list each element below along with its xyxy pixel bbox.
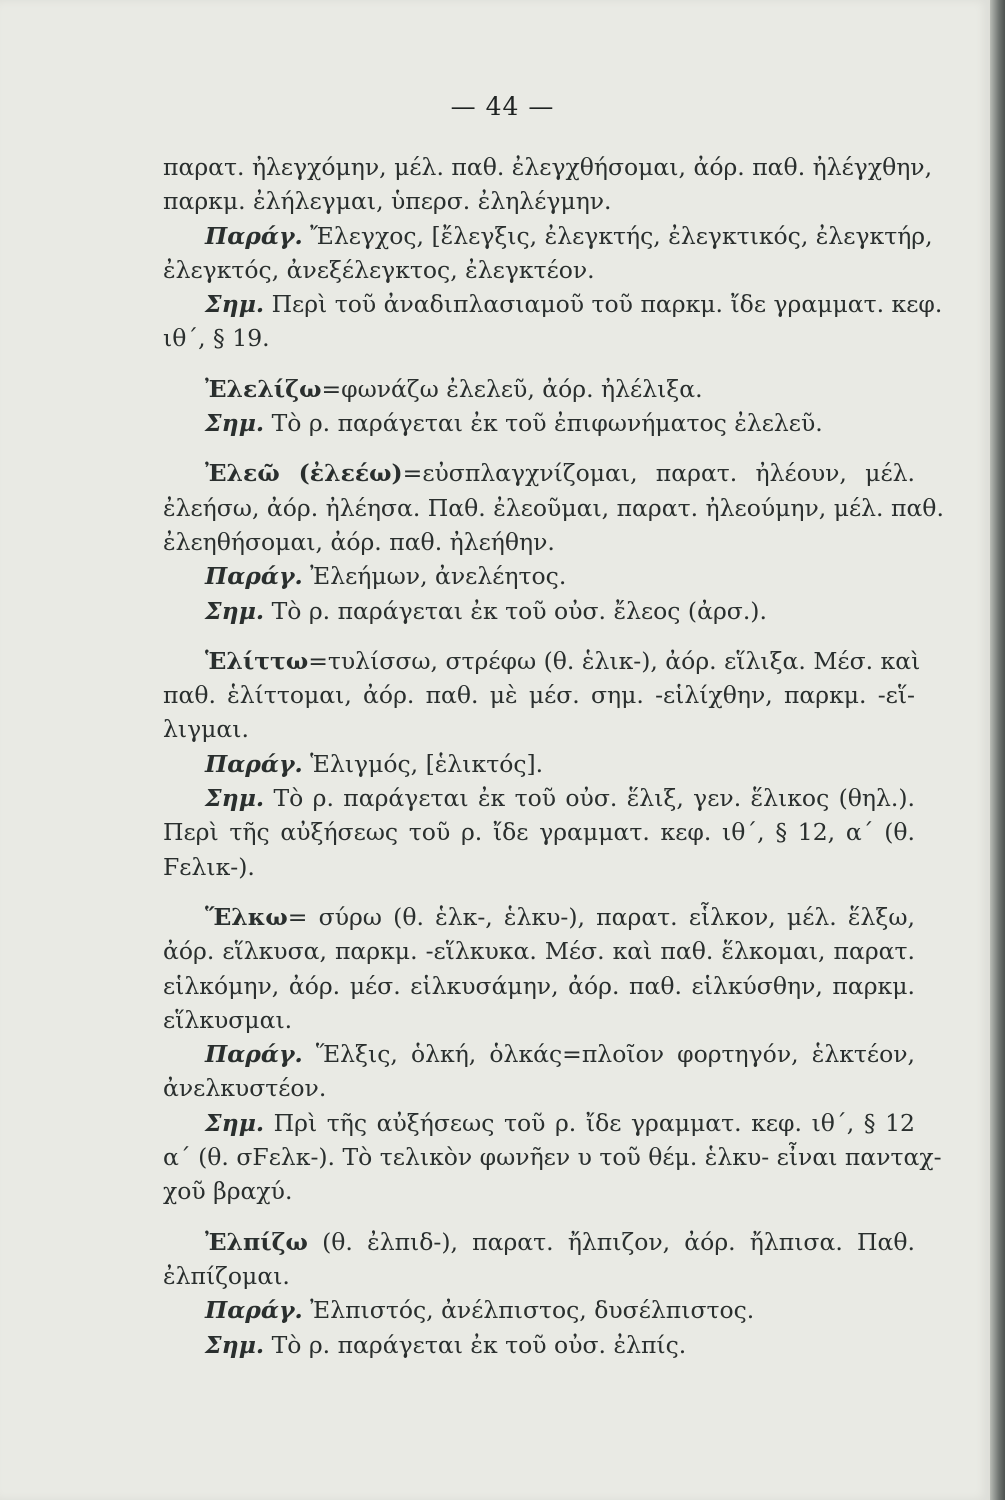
line-text: Ἑλιγμός, [ἑλικτός]. bbox=[302, 749, 544, 778]
text-line bbox=[163, 969, 915, 1003]
line-text: Ἕλξις, ὁλκή, ὁλκάς=πλοῖον φορτηγόν, ἑλκτέον, bbox=[302, 1040, 915, 1069]
text-line bbox=[163, 150, 933, 184]
text-line bbox=[163, 1140, 942, 1174]
line-text: χοῦ βραχύ. bbox=[163, 1177, 293, 1206]
line-text: =εὐσπλαγχνίζομαι, παρατ. ἠλέουν, μέλ. bbox=[402, 459, 915, 488]
line-text: εἱλκόμην, ἀόρ. μέσ. εἱλκυσάμην, ἀόρ. παθ. εἱλκύσθην, παρκμ. bbox=[163, 971, 915, 1000]
text-line bbox=[163, 1225, 915, 1259]
headword: Ἕλκω bbox=[205, 902, 288, 931]
dictionary-text bbox=[163, 150, 944, 1362]
line-text: Τὸ ρ. παράγεται ἐκ τοῦ οὐσ. ἐλπίς. bbox=[264, 1330, 687, 1359]
section-label: Σημ. bbox=[205, 784, 265, 813]
section-label: Παράγ. bbox=[205, 562, 303, 591]
line-text: ἐλπίζομαι. bbox=[163, 1261, 290, 1290]
line-text: =φωνάζω ἐλελεῦ, ἀόρ. ἠλέλιξα. bbox=[321, 374, 703, 403]
headword: Ἐλελίζω bbox=[205, 374, 322, 403]
line-text: ἐλεηθήσομαι, ἀόρ. παθ. ἠλεήθην. bbox=[163, 527, 555, 556]
line-text: Ϝελικ-). bbox=[163, 852, 255, 881]
text-line bbox=[163, 1106, 915, 1140]
text-line bbox=[163, 644, 921, 678]
text-line bbox=[163, 1328, 915, 1362]
text-line bbox=[163, 491, 944, 525]
page-number: — 44 — bbox=[450, 92, 555, 121]
line-text: Ἔλεγχος, [ἔλεγξις, ἐλεγκτής, ἐλεγκτικός, ἐλεγκτήρ, bbox=[302, 221, 933, 250]
line-text: Τὸ ρ. παράγεται ἐκ τοῦ ἐπιφωνήματος ἐλελεῦ. bbox=[264, 409, 823, 438]
text-line bbox=[163, 372, 915, 406]
line-text: α΄ (θ. σϜελκ-). Τὸ τελικὸν φωνῆεν υ τοῦ θέμ. ἑλκυ- εἶναι πανταχ- bbox=[163, 1143, 942, 1172]
line-text: εἵλκυσμαι. bbox=[163, 1005, 293, 1034]
text-line bbox=[163, 456, 915, 490]
text-line bbox=[163, 321, 915, 355]
section-label: Σημ. bbox=[205, 596, 265, 625]
section-label: Παράγ. bbox=[205, 1040, 303, 1069]
line-text: =τυλίσσω, στρέφω (θ. ἑλικ-), ἀόρ. εἵλιξα. Μέσ. καὶ bbox=[308, 646, 921, 675]
text-line bbox=[163, 1037, 915, 1071]
text-line bbox=[163, 850, 915, 884]
line-text: ἐλεήσω, ἀόρ. ἠλέησα. Παθ. ἐλεοῦμαι, παρατ. ἠλεούμην, μέλ. παθ. bbox=[163, 493, 944, 522]
line-text: λιγμαι. bbox=[163, 715, 249, 744]
line-text: Ἐλπιστός, ἀνέλπιστος, δυσέλπιστος. bbox=[302, 1296, 755, 1325]
text-line bbox=[163, 1003, 915, 1037]
line-text: Περὶ τοῦ ἀναδιπλασιαμοῦ τοῦ παρκμ. ἴδε γραμματ. κεφ. bbox=[264, 290, 943, 319]
line-text: παρατ. ἠλεγχόμην, μέλ. παθ. ἐλεγχθήσομαι, ἀόρ. παθ. ἠλέγχθην, bbox=[163, 153, 933, 181]
text-line bbox=[163, 815, 915, 849]
section-label: Σημ. bbox=[205, 290, 265, 319]
text-line bbox=[163, 1259, 915, 1293]
text-line bbox=[163, 678, 915, 712]
text-line bbox=[163, 184, 915, 218]
headword: Ἐλεῶ (ἐλεέω) bbox=[205, 459, 403, 488]
section-label: Παράγ. bbox=[205, 749, 303, 778]
line-text: Ἐλεήμων, ἀνελέητος. bbox=[302, 562, 567, 591]
section-label: Σημ. bbox=[205, 1330, 265, 1359]
text-line bbox=[163, 1071, 915, 1105]
text-line bbox=[163, 594, 915, 628]
text-line bbox=[163, 1293, 915, 1327]
section-label: Παράγ. bbox=[205, 1296, 303, 1325]
line-text: παρκμ. ἐλήλεγμαι, ὑπερσ. ἐληλέγμην. bbox=[163, 187, 612, 216]
line-text: Περὶ τῆς αὐξήσεως τοῦ ρ. ἴδε γραμματ. κεφ. ιθ΄, § 12, α΄ (θ. bbox=[163, 818, 915, 847]
headword: Ἐλπίζω bbox=[205, 1227, 308, 1256]
line-text: = σύρω (θ. ἑλκ-, ἑλκυ-), παρατ. εἷλκον, μέλ. ἕλξω, bbox=[287, 902, 915, 931]
line-text: ιθ΄, § 19. bbox=[163, 324, 270, 353]
line-text: Τὸ ρ. παράγεται ἐκ τοῦ οὐσ. ἕλιξ, γεν. ἕλικος (θηλ.). bbox=[264, 784, 915, 813]
line-text: ἀόρ. εἵλκυσα, παρκμ. -εἵλκυκα. Μέσ. καὶ παθ. ἕλκομαι, παρατ. bbox=[163, 937, 915, 966]
section-label: Σημ. bbox=[205, 409, 265, 438]
text-line bbox=[163, 253, 915, 287]
line-text: Τὸ ρ. παράγεται ἐκ τοῦ οὐσ. ἔλεος (ἀρσ.). bbox=[264, 596, 767, 625]
text-line bbox=[163, 712, 915, 746]
headword: Ἑλίττω bbox=[205, 646, 309, 675]
section-label: Σημ. bbox=[205, 1108, 265, 1137]
line-text: ἀνελκυστέον. bbox=[163, 1074, 327, 1103]
line-text: (θ. ἐλπιδ-), παρατ. ἤλπιζον, ἀόρ. ἤλπισα. Παθ. bbox=[307, 1227, 915, 1256]
text-line bbox=[163, 781, 915, 815]
text-line bbox=[163, 747, 915, 781]
section-label: Παράγ. bbox=[205, 221, 303, 250]
text-line bbox=[163, 219, 933, 253]
text-line bbox=[163, 900, 915, 934]
text-line bbox=[163, 406, 915, 440]
text-line bbox=[163, 559, 915, 593]
text-line bbox=[163, 525, 915, 559]
line-text: ἐλεγκτός, ἀνεξέλεγκτος, ἐλεγκτέον. bbox=[163, 255, 595, 284]
text-line bbox=[163, 287, 943, 321]
line-text: Πρὶ τῆς αὐξήσεως τοῦ ρ. ἴδε γραμματ. κεφ. ιθ΄, § 12 bbox=[264, 1108, 915, 1137]
text-line bbox=[163, 934, 915, 968]
book-spine-edge bbox=[990, 0, 1005, 1500]
line-text: παθ. ἑλίττομαι, ἀόρ. παθ. μὲ μέσ. σημ. -εἱλίχθην, παρκμ. -εἵ- bbox=[163, 681, 915, 710]
text-line bbox=[163, 1174, 915, 1208]
